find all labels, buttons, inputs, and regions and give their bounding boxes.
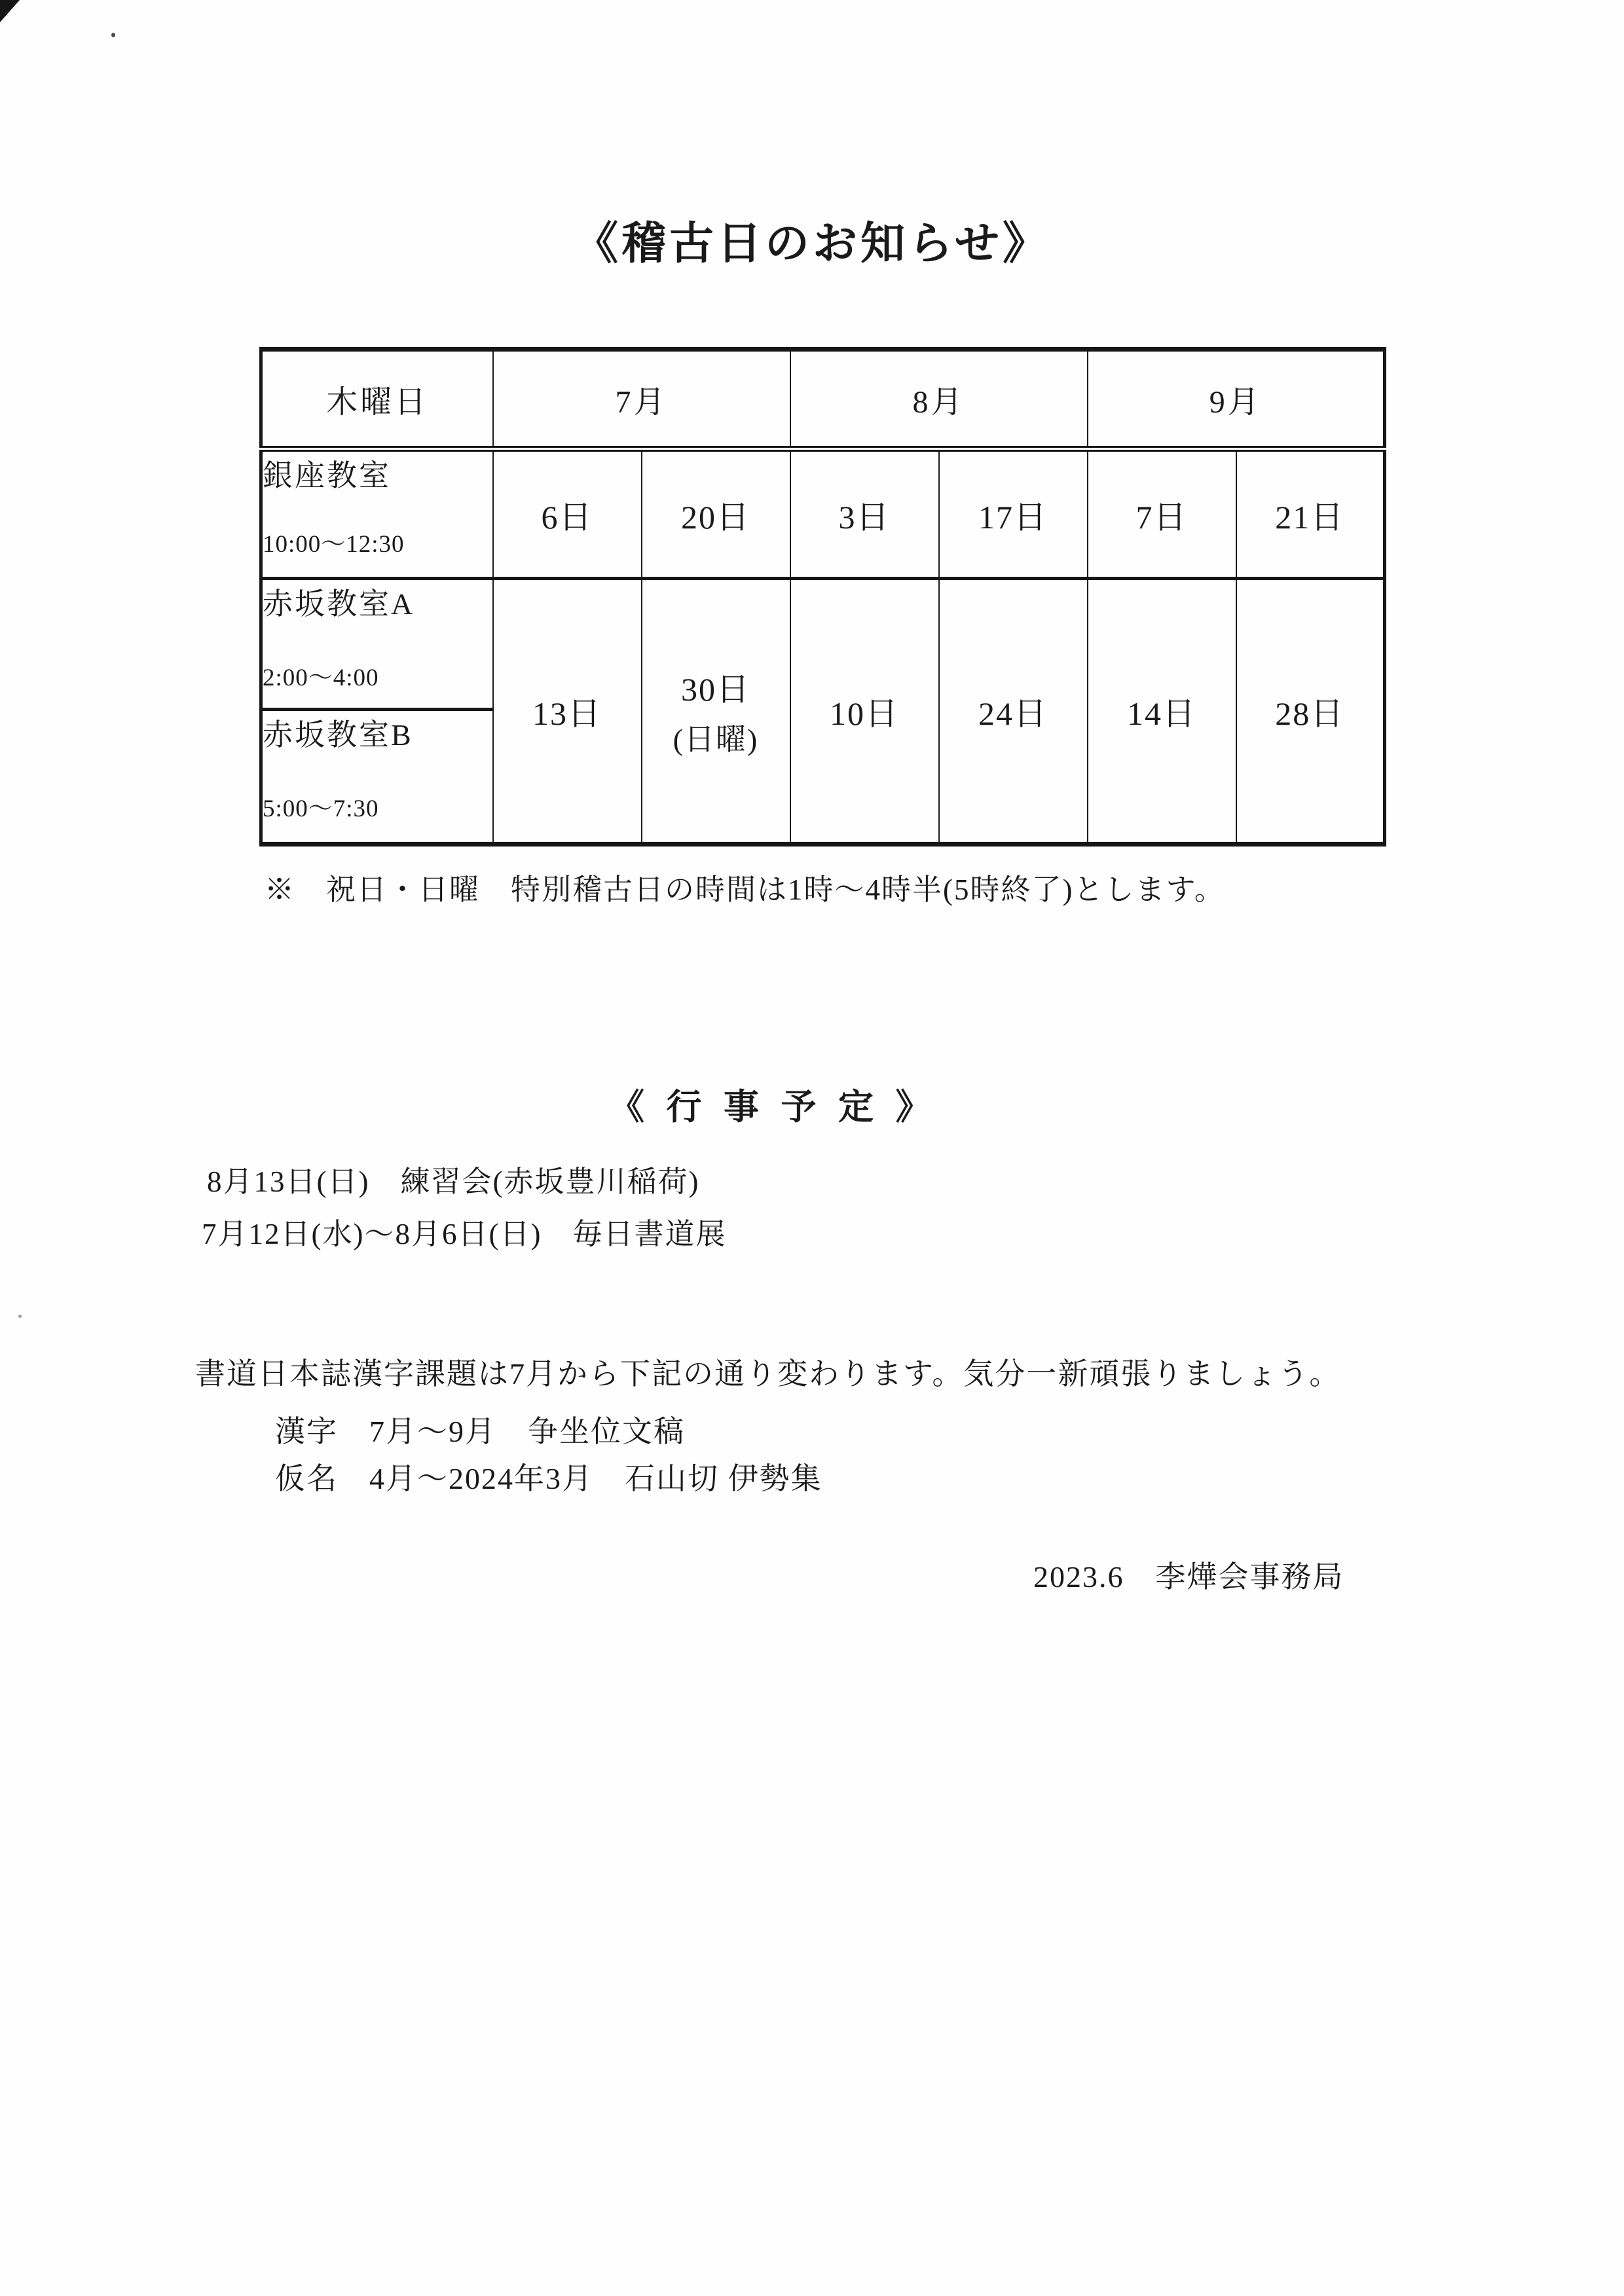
assignment-item-kana: 仮名 4月～2024年3月 石山切 伊勢集 [275, 1462, 822, 1495]
month-header-july: 7月 [493, 350, 790, 449]
class-time: 10:00～12:30 [263, 531, 405, 558]
date-cell: 7日 [1088, 449, 1236, 579]
holiday-footnote: ※ 祝日・日曜 特別稽古日の時間は1時～4時半(5時終了)とします。 [265, 873, 1225, 906]
event-item: 8月13日(日) 練習会(赤坂豊川稲荷) [207, 1165, 700, 1198]
class-name: 銀座教室 [263, 459, 391, 492]
events-heading: 《 行 事 予 定 》 [609, 1087, 938, 1127]
class-cell-akasaka-b [261, 710, 493, 845]
date-cell: 17日 [939, 449, 1088, 579]
date-sunday-note: (日曜) [673, 723, 759, 756]
corner-header-cell: 木曜日 [261, 350, 493, 449]
class-time: 2:00～4:00 [263, 665, 379, 691]
date-cell-merged: 14日 [1088, 579, 1236, 845]
class-cell-ginza [261, 449, 493, 579]
class-time: 5:00～7:30 [263, 795, 379, 822]
date-cell: 3日 [790, 449, 939, 579]
date-cell: 21日 [1236, 449, 1385, 579]
class-name: 赤坂教室A [263, 587, 415, 621]
table-header-row [261, 350, 1385, 449]
month-header-september: 9月 [1088, 350, 1385, 449]
scan-artifact-corner [0, 0, 20, 22]
class-cell-akasaka-a [261, 579, 493, 710]
date-cell-merged: 10日 [790, 579, 939, 845]
table-row-ginza [261, 449, 1385, 579]
event-item: 7月12日(水)～8月6日(日) 毎日書道展 [202, 1218, 727, 1250]
scan-speck [18, 1315, 22, 1318]
table-row-akasaka-a [261, 579, 1385, 710]
practice-schedule-table [259, 347, 1386, 847]
month-header-august: 8月 [790, 350, 1088, 449]
date-cell-merged: 13日 [493, 579, 642, 845]
date-cell: 6日 [493, 449, 642, 579]
date-cell-merged: 24日 [939, 579, 1088, 845]
scan-speck [111, 33, 115, 37]
assignment-intro: 書道日本誌漢字課題は7月から下記の通り変わります。気分一新頑張りましょう。 [195, 1357, 1341, 1391]
date-value: 30日 [681, 671, 750, 708]
assignment-item-kanji: 漢字 7月～9月 争坐位文稿 [275, 1415, 685, 1448]
page-title: 《稽古日のお知らせ》 [574, 219, 1050, 268]
date-cell: 20日 [642, 449, 790, 579]
class-name: 赤坂教室B [263, 718, 413, 752]
date-cell-merged: 28日 [1236, 579, 1385, 845]
date-cell-merged-sunday [642, 579, 790, 845]
date-signature: 2023.6 李燁会事務局 [1033, 1560, 1344, 1594]
